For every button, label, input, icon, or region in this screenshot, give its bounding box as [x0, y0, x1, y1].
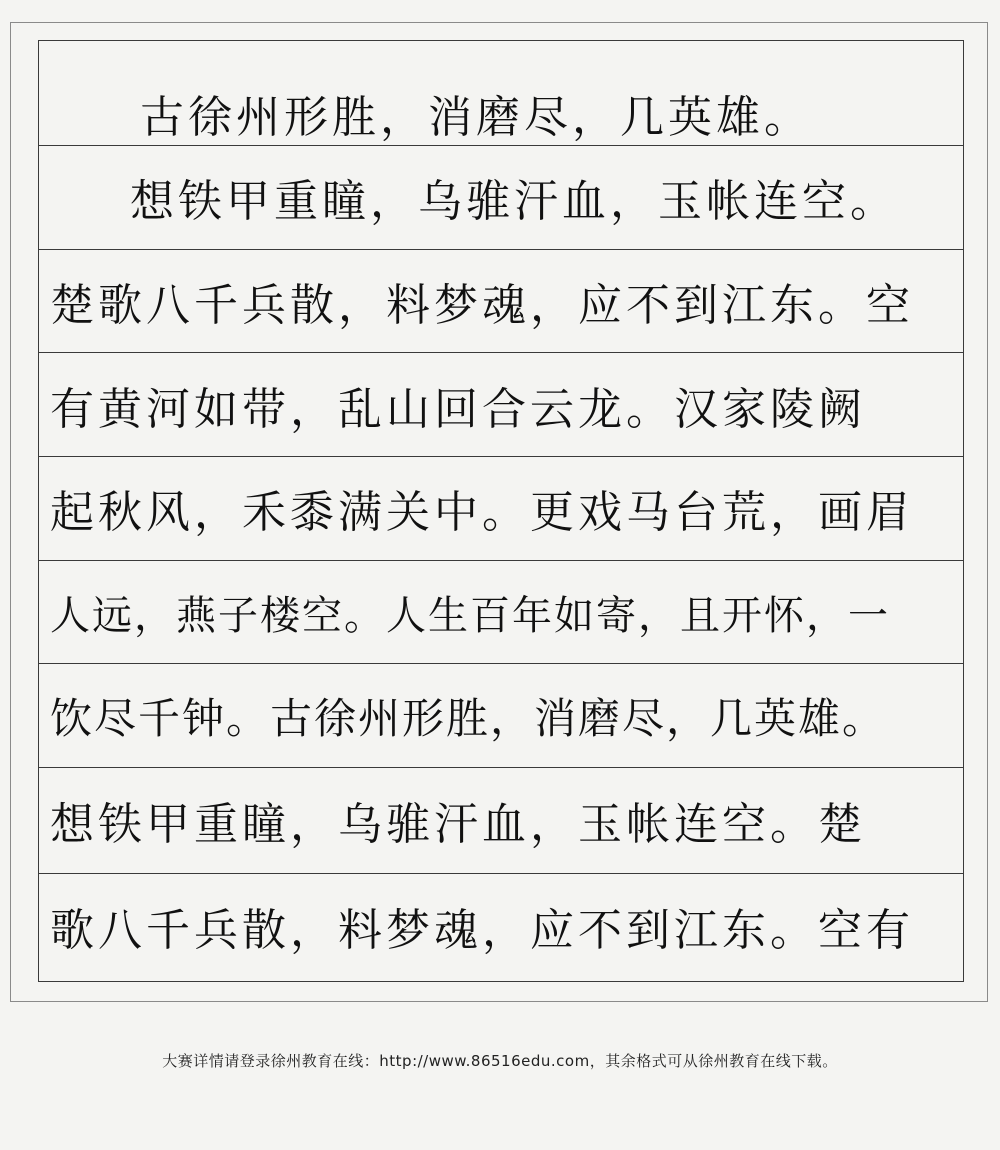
handwritten-line-2: 想铁甲重瞳，乌骓汗血，玉帐连空。	[130, 176, 898, 227]
handwritten-line-6: 人远，燕子楼空。人生百年如寄，且开怀，一	[50, 592, 890, 639]
footer-note: 大赛详情请登录徐州教育在线：http://www.86516edu.com，其余格式可从徐州教育在线下载。	[162, 1052, 838, 1070]
ruled-line	[38, 249, 964, 250]
handwritten-line-5: 起秋风，禾黍满关中。更戏马台荒，画眉	[50, 487, 914, 538]
ruled-line	[38, 352, 964, 353]
handwritten-line-4: 有黄河如带，乱山回合云龙。汉家陵阙	[50, 384, 866, 435]
handwritten-line-7: 饮尽千钟。古徐州形胜，消磨尽，几英雄。	[50, 694, 887, 743]
ruled-line	[38, 873, 964, 874]
ruled-line	[38, 456, 964, 457]
ruled-line	[38, 560, 964, 561]
ruled-line	[38, 663, 964, 664]
handwritten-line-8: 想铁甲重瞳，乌骓汗血，玉帐连空。楚	[50, 799, 866, 850]
handwritten-line-3: 楚歌八千兵散，料梦魂，应不到江东。空	[50, 280, 914, 331]
handwritten-line-9: 歌八千兵散，料梦魂，应不到江东。空有	[50, 905, 914, 956]
handwritten-line-1: 古徐州形胜，消磨尽，几英雄。	[140, 92, 812, 143]
ruled-line	[38, 767, 964, 768]
